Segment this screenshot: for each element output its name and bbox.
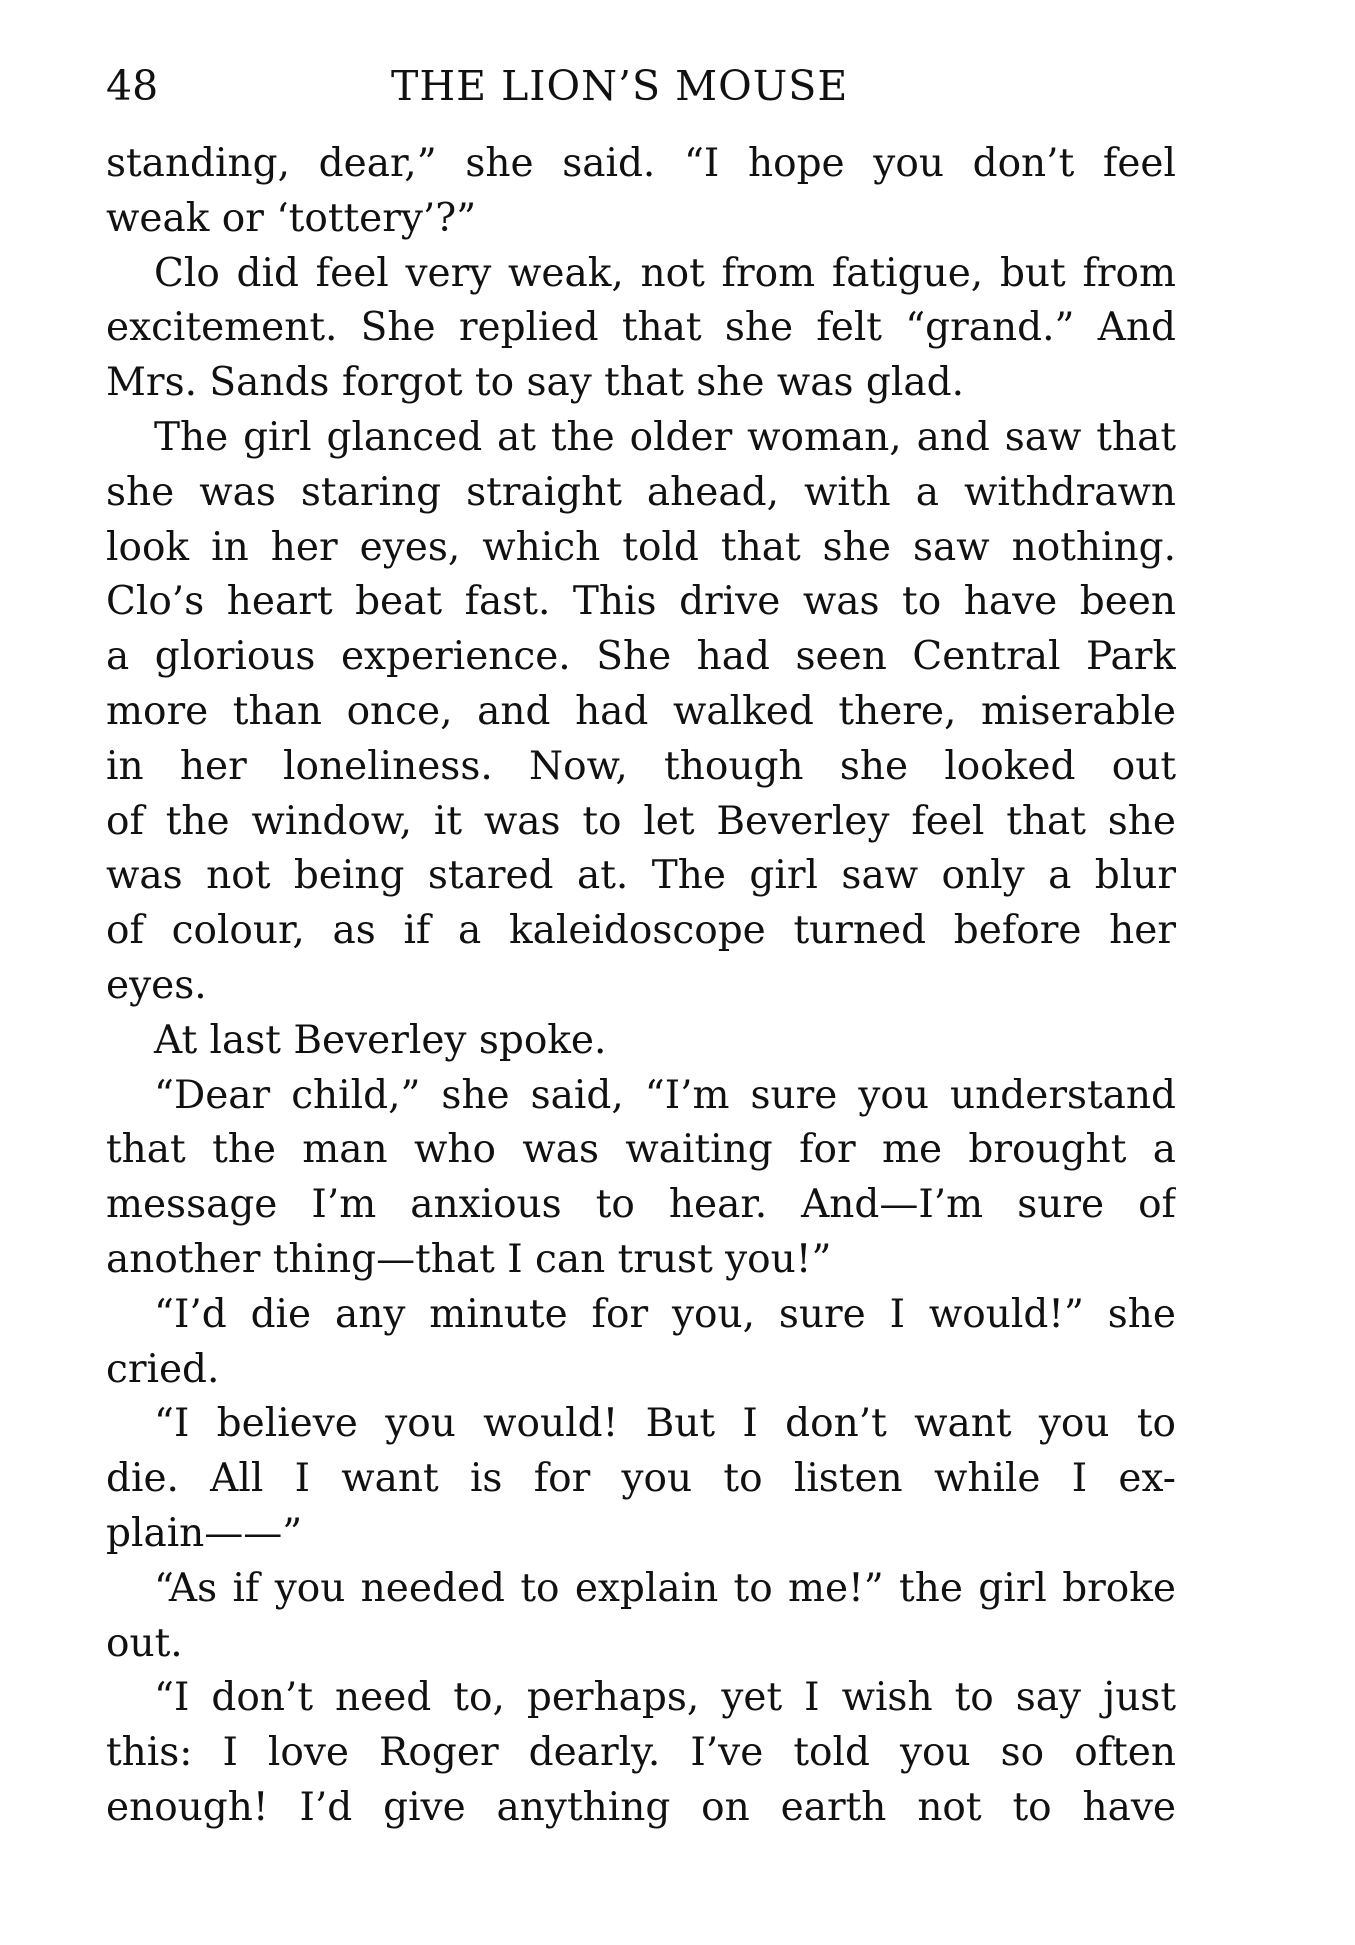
text-line: “I believe you would! But I don’t want you to bbox=[154, 1401, 1176, 1447]
text-line: was not being stared at. The girl saw only a blur bbox=[106, 853, 1176, 899]
text-line: this: I love Roger dearly. I’ve told you so often bbox=[106, 1730, 1176, 1776]
running-title: THE LION’S MOUSE bbox=[391, 62, 849, 110]
text-line: that the man who was waiting for me brought a bbox=[106, 1127, 1176, 1173]
text-line: Mrs. Sands forgot to say that she was glad. bbox=[106, 360, 964, 406]
text-line: The girl glanced at the older woman, and saw that bbox=[154, 414, 1176, 460]
text-line: Clo’s heart beat fast. This drive was to have been bbox=[106, 579, 1176, 625]
text-line: of colour, as if a kaleidoscope turned before her bbox=[106, 908, 1176, 954]
text-line: die. All I want is for you to listen while I ex- bbox=[106, 1456, 1176, 1502]
text-line: of the window, it was to let Beverley feel that she bbox=[106, 798, 1176, 844]
text-line: out. bbox=[106, 1620, 183, 1666]
text-line: excitement. She replied that she felt “grand.” And bbox=[106, 305, 1176, 351]
body-text bbox=[106, 137, 1176, 1836]
text-line: another thing—that I can trust you!” bbox=[106, 1236, 832, 1282]
page-number: 48 bbox=[106, 62, 159, 110]
text-line: weak or ‘tottery’?” bbox=[106, 195, 477, 241]
text-line: “As if you needed to explain to me!” the girl broke bbox=[154, 1565, 1176, 1611]
text-line: “Dear child,” she said, “I’m sure you understand bbox=[154, 1072, 1176, 1118]
text-line: “I’d die any minute for you, sure I would!” she bbox=[154, 1291, 1176, 1337]
text-line: At last Beverley spoke. bbox=[154, 1017, 607, 1063]
text-line: more than once, and had walked there, miserable bbox=[106, 688, 1176, 734]
text-line: plain——” bbox=[106, 1510, 303, 1556]
text-line: look in her eyes, which told that she saw nothing. bbox=[106, 524, 1176, 570]
running-head bbox=[106, 58, 1186, 114]
text-line: “I don’t need to, perhaps, yet I wish to say just bbox=[154, 1675, 1176, 1721]
text-line: enough! I’d give anything on earth not to have bbox=[106, 1784, 1176, 1830]
text-line: message I’m anxious to hear. And—I’m sure of bbox=[106, 1182, 1176, 1228]
text-line: cried. bbox=[106, 1346, 220, 1392]
text-line: eyes. bbox=[106, 962, 207, 1008]
text-line: in her loneliness. Now, though she looked out bbox=[106, 743, 1176, 789]
text-line: Clo did feel very weak, not from fatigue, but from bbox=[154, 250, 1176, 296]
text-line: she was staring straight ahead, with a withdrawn bbox=[106, 469, 1176, 515]
text-line: standing, dear,” she said. “I hope you don’t feel bbox=[106, 141, 1176, 186]
text-line: a glorious experience. She had seen Central Park bbox=[106, 634, 1176, 680]
